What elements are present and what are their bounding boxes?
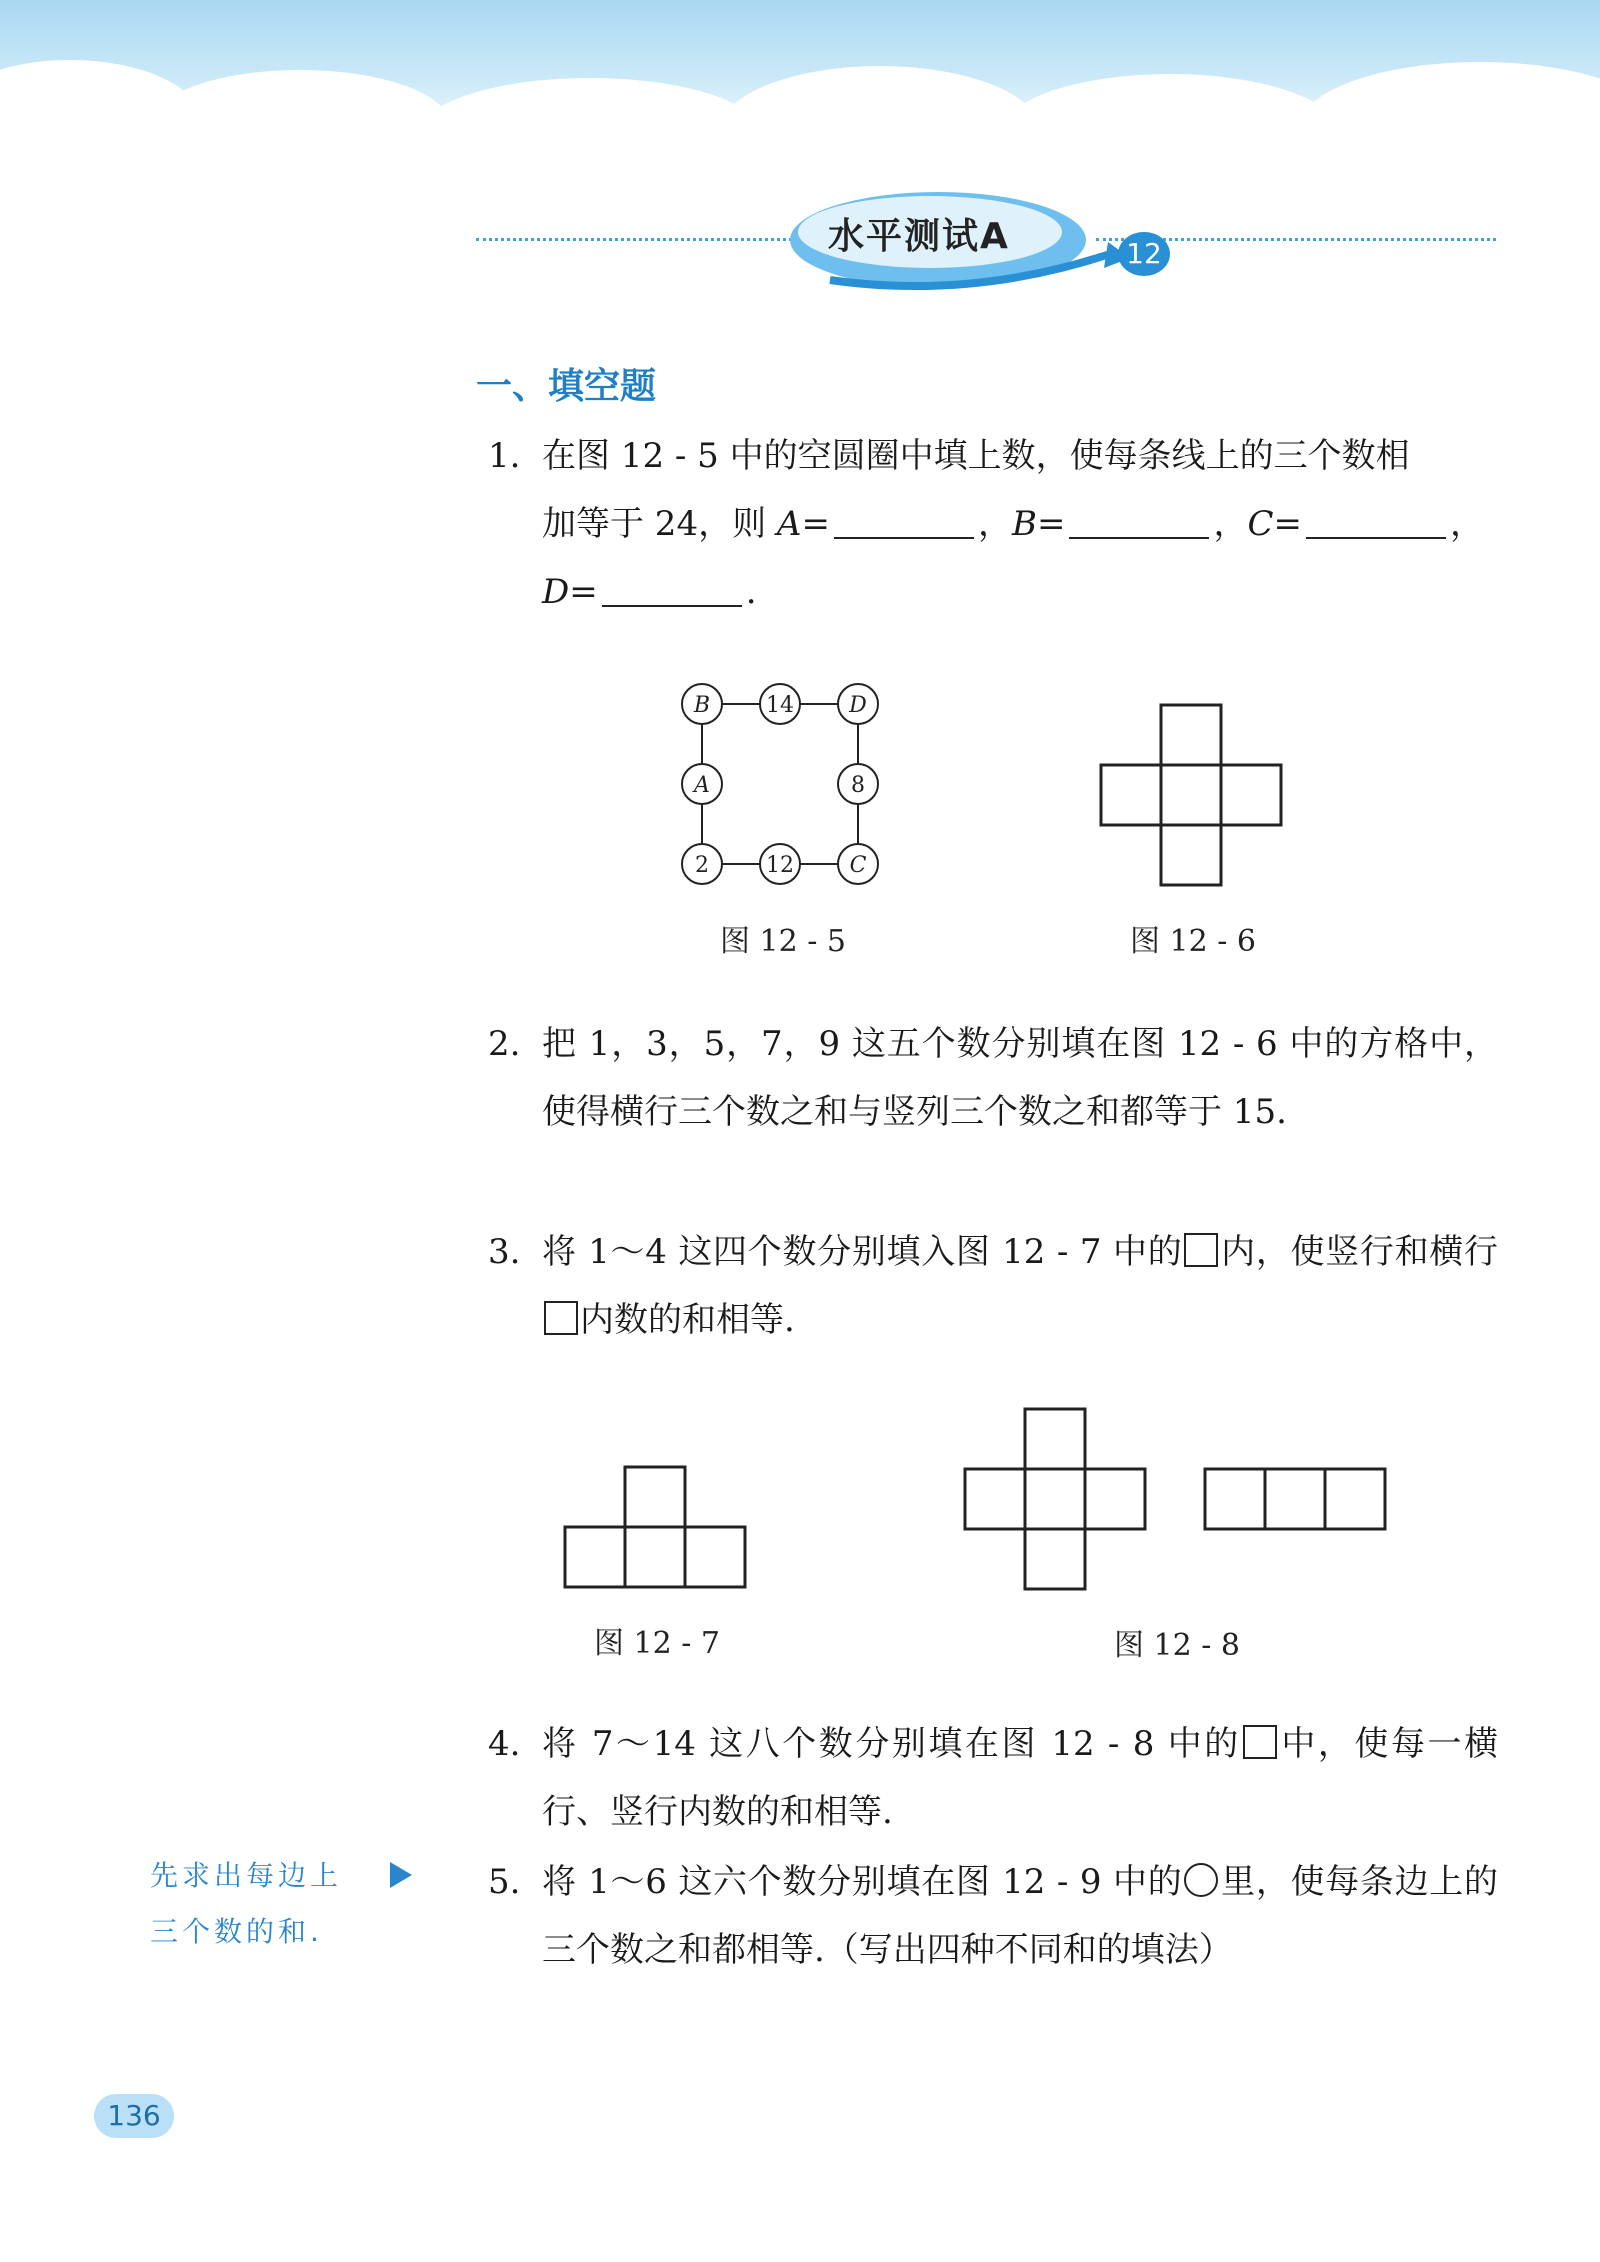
circle-bottom-left-label: 2 — [695, 853, 709, 878]
header-rule-left — [476, 238, 792, 241]
section-heading: 一、填空题 — [476, 366, 657, 407]
grid-cell — [1221, 765, 1281, 825]
variable-b: B — [1011, 504, 1037, 544]
grid-cell — [1205, 1469, 1265, 1529]
cloud-decoration — [720, 66, 1040, 196]
equals-sign: = — [1273, 504, 1302, 544]
cloud-decoration — [150, 70, 450, 180]
question-number: 3. — [488, 1232, 521, 1272]
grid-cell — [1325, 1469, 1385, 1529]
circle-b-label: B — [693, 693, 711, 718]
question-text: 将 1～6 这六个数分别填在图 12 - 9 中的 — [542, 1862, 1183, 1902]
question-text-line2 — [542, 490, 1498, 558]
comma: ， — [977, 504, 1012, 544]
margin-hint — [150, 1848, 430, 1960]
question-text-line3 — [542, 558, 1498, 626]
grid-cell — [625, 1527, 685, 1587]
question-number: 4. — [488, 1724, 521, 1764]
question-3 — [488, 1218, 1498, 1354]
question-text: 中，使每一横行、竖行内数的和相等. — [542, 1724, 1499, 1832]
grid-cell — [1161, 705, 1221, 765]
grid-cell — [565, 1527, 625, 1587]
question-number: 5. — [488, 1862, 521, 1902]
grid-cell — [1161, 765, 1221, 825]
grid-cell — [965, 1469, 1025, 1529]
equals-sign: = — [569, 572, 598, 612]
circle-bottom-mid-label: 12 — [766, 853, 794, 878]
circle-top-mid-label: 14 — [766, 693, 794, 718]
equals-sign: = — [801, 504, 830, 544]
question-text: 把 1，3，5，7，9 这五个数分别填在图 12 - 6 中的方格中，使得横行三个数之和与竖列三个数之和都等于 15. — [542, 1024, 1498, 1132]
page-title: 水平测试A — [828, 216, 1010, 257]
question-4 — [488, 1710, 1498, 1846]
margin-hint-line2: 三个数的和. — [150, 1915, 323, 1948]
question-number: 2. — [488, 1024, 521, 1064]
cloud-decoration — [1000, 74, 1340, 194]
grid-cell — [1085, 1469, 1145, 1529]
figure-12-7 — [564, 1466, 746, 1590]
grid-cell — [625, 1467, 685, 1527]
answer-blank-d[interactable] — [602, 567, 742, 607]
circle-right-mid-label: 8 — [851, 773, 865, 798]
question-5 — [488, 1848, 1498, 1984]
answer-blank-b[interactable] — [1069, 499, 1209, 539]
comma: ， — [1449, 504, 1484, 544]
grid-cell — [1101, 765, 1161, 825]
question-text: 将 1～4 这四个数分别填入图 12 - 7 中的 — [542, 1232, 1183, 1272]
arrow-right-icon — [390, 1862, 412, 1888]
question-text: 内，使竖行和横行 — [1220, 1232, 1498, 1272]
question-text: 加等于 24，则 — [542, 504, 777, 544]
question-text: 内数的和相等. — [580, 1300, 795, 1340]
question-1 — [488, 422, 1498, 626]
square-symbol — [1243, 1725, 1277, 1759]
circle-a-label: A — [694, 773, 710, 798]
variable-c: C — [1247, 504, 1274, 544]
figure-12-8-row — [1204, 1468, 1386, 1532]
cloud-decoration — [420, 78, 760, 188]
comma: ， — [1213, 504, 1248, 544]
square-symbol — [1184, 1233, 1218, 1267]
answer-blank-c[interactable] — [1306, 499, 1446, 539]
top-banner — [0, 0, 1600, 150]
answer-blank-a[interactable] — [834, 499, 974, 539]
equals-sign: = — [1036, 504, 1066, 544]
figure-12-8-caption: 图 12 - 8 — [1114, 1628, 1241, 1663]
circle-symbol — [1184, 1863, 1218, 1897]
figure-12-8-plus — [964, 1408, 1146, 1592]
figure-12-6 — [1100, 704, 1282, 888]
grid-cell — [1265, 1469, 1325, 1529]
figure-12-5-caption: 图 12 - 5 — [720, 924, 847, 959]
variable-a: A — [776, 504, 802, 544]
question-2 — [488, 1010, 1498, 1146]
margin-hint-line1: 先求出每边上 — [150, 1859, 343, 1892]
question-text: 里，使每条边上的三个数之和都相等.（写出四种不同和的填法） — [542, 1862, 1498, 1970]
chapter-number-badge: 12 — [1118, 232, 1170, 276]
grid-cell — [685, 1527, 745, 1587]
grid-cell — [1025, 1469, 1085, 1529]
circle-c-label: C — [849, 853, 867, 878]
grid-cell — [1161, 825, 1221, 885]
square-symbol — [544, 1301, 578, 1335]
circle-d-label: D — [849, 693, 867, 718]
cloud-decoration — [1300, 62, 1600, 192]
figure-12-5-lines — [702, 704, 858, 866]
period: . — [745, 572, 757, 612]
question-text: 在图 12 - 5 中的空圆圈中填上数，使每条线上的三个数相 — [542, 436, 1410, 476]
figure-12-7-caption: 图 12 - 7 — [594, 1626, 721, 1661]
question-text: 将 7～14 这八个数分别填在图 12 - 8 中的 — [542, 1724, 1241, 1764]
header-badge — [790, 188, 1090, 298]
figure-12-6-caption: 图 12 - 6 — [1130, 924, 1257, 959]
grid-cell — [1025, 1409, 1085, 1469]
variable-d: D — [542, 572, 570, 612]
page-number: 136 — [94, 2094, 174, 2138]
question-number: 1. — [488, 436, 521, 476]
figure-12-5 — [670, 676, 890, 878]
grid-cell — [1025, 1529, 1085, 1589]
